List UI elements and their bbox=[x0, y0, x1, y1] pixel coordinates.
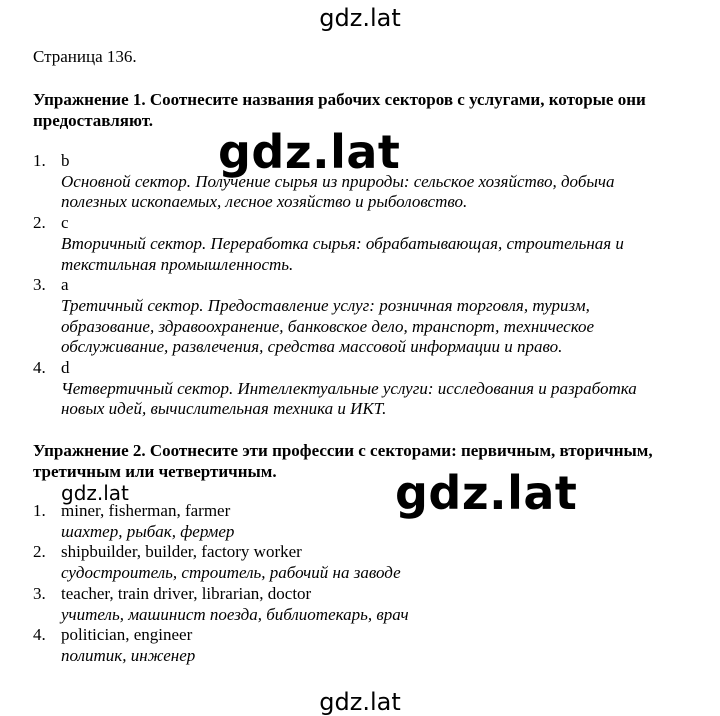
exercise-2-title: Упражнение 2. Соотнесите эти профессии с секторами: первичным, вторичным, третичным или четвертичным. bbox=[33, 441, 653, 481]
list-item bbox=[33, 275, 693, 358]
item-description: Вторичный сектор. Переработка сырья: обрабатывающая, строительная и текстильная промышленность. bbox=[61, 233, 624, 274]
item-number: 3. bbox=[33, 275, 46, 295]
item-answer: teacher, train driver, librarian, doctor bbox=[61, 583, 312, 603]
item-number: 1. bbox=[33, 151, 46, 170]
list-item bbox=[33, 358, 693, 420]
item-number: 2. bbox=[33, 213, 46, 233]
list-item bbox=[33, 542, 693, 583]
item-number: 3. bbox=[33, 583, 46, 603]
item-number: 1. bbox=[33, 501, 46, 520]
list-item bbox=[33, 213, 693, 275]
item-answer: politician, engineer bbox=[61, 625, 193, 645]
watermark-large-1: gdz.lat bbox=[218, 125, 401, 179]
item-translation: политик, инженер bbox=[61, 645, 196, 665]
item-number: 2. bbox=[33, 542, 46, 562]
item-number: 4. bbox=[33, 625, 46, 645]
item-translation: учитель, машинист поезда, библиотекарь, врач bbox=[61, 604, 409, 624]
list-item bbox=[33, 501, 693, 542]
watermark-large-2: gdz.lat bbox=[395, 466, 578, 520]
item-description: Третичный сектор. Предоставление услуг: розничная торговля, туризм, образование, здравоохранение, банковское дело, транспорт, техническое обслуживание, развлечения, средства массовой информации и право. bbox=[61, 295, 595, 357]
exercise-1-answers bbox=[33, 151, 693, 420]
watermark-top: gdz.lat bbox=[319, 4, 401, 32]
watermark-small: gdz.lat bbox=[61, 481, 129, 505]
item-answer: d bbox=[61, 358, 70, 378]
item-answer: shipbuilder, builder, factory worker bbox=[61, 542, 302, 562]
page-number-label: Страница 136. bbox=[33, 47, 137, 66]
list-item bbox=[33, 625, 693, 666]
item-description: Четвертичный сектор. Интеллектуальные услуги: исследования и разработка новых идей, вычислительная техника и ИКТ. bbox=[61, 378, 637, 419]
item-answer: miner, fisherman, farmer bbox=[61, 501, 231, 520]
item-answer: b bbox=[61, 151, 70, 170]
exercise-1-title: Упражнение 1. Соотнесите названия рабочих секторов с услугами, которые они предоставляют. bbox=[33, 90, 646, 130]
item-answer: c bbox=[61, 213, 69, 233]
list-item bbox=[33, 584, 693, 625]
item-number: 4. bbox=[33, 358, 46, 378]
item-description: Основной сектор. Получение сырья из природы: сельское хозяйство, добыча полезных ископаемых, лесное хозяйство и рыболовство. bbox=[61, 171, 615, 212]
exercise-2-answers bbox=[33, 501, 693, 667]
item-translation: шахтер, рыбак, фермер bbox=[61, 521, 235, 541]
item-answer: a bbox=[61, 275, 69, 295]
item-translation: судостроитель, строитель, рабочий на заводе bbox=[61, 563, 401, 583]
watermark-bottom: gdz.lat bbox=[319, 688, 401, 716]
